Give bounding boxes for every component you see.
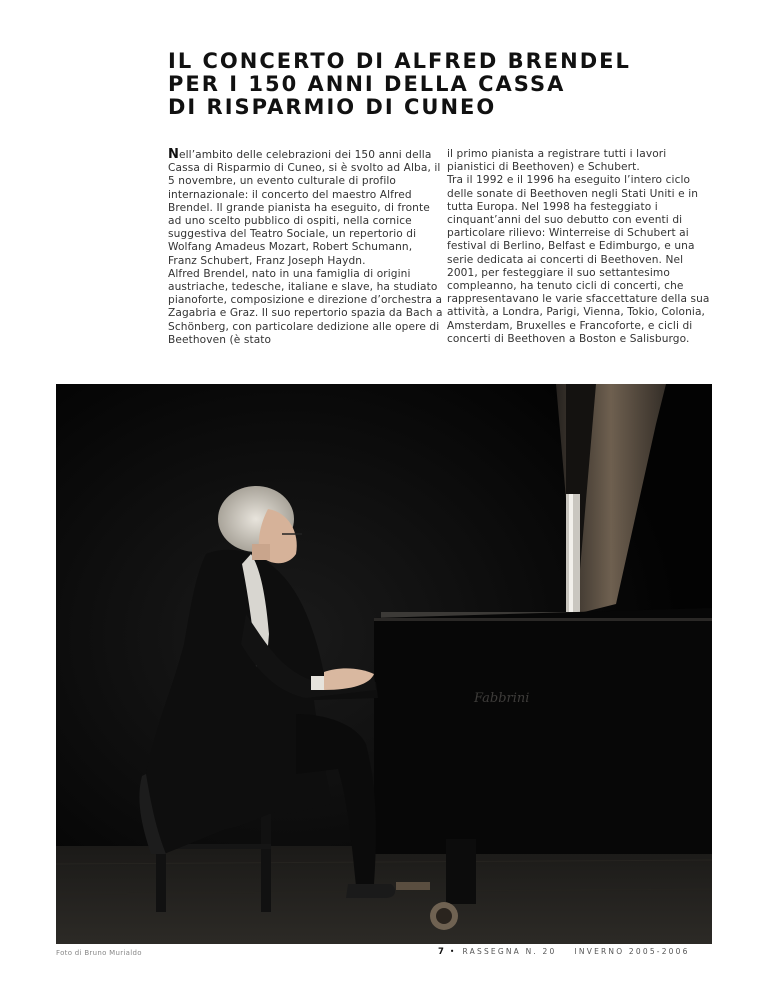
photo-credit: Foto di Bruno Murialdo — [56, 949, 142, 957]
title-line: DI RISPARMIO DI CUNEO — [168, 95, 497, 119]
paragraph: il primo pianista a registrare tutti i lavori pianistici di Beethoven) e Schubert. — [447, 148, 667, 174]
title-line: IL CONCERTO DI ALFRED BRENDEL — [168, 49, 631, 73]
bullet-separator: • — [449, 947, 457, 956]
issue-season: INVERNO 2005-2006 — [574, 947, 690, 956]
pianist-at-piano-illustration — [56, 384, 712, 944]
paragraph-text: ell’ambito delle celebrazioni dei 150 anni della Cassa di Risparmio di Cuneo, si è svolto ad Alba, il 5 novembre, un evento culturale di profilo internazionale: il concerto del maestro Alfred Brendel. Il grande pianista ha eseguito, di fronte ad uno scelto pubblico di ospiti, nella cornice suggestiva del Teatro Sociale, un repertorio di Wolfang Amadeus Mozart, Robert Schumann, Franz Schubert, Franz Joseph Haydn. — [168, 149, 441, 267]
publication-name: RASSEGNA N. 20 — [462, 947, 557, 956]
piano-brand-logo: Fabbrini — [474, 691, 530, 706]
drop-cap: N — [168, 147, 179, 162]
paragraph: Tra il 1992 e il 1996 ha eseguito l’intero ciclo delle sonate di Beethoven negli Stati Uniti e in tutta Europa. Nel 1998 ha festeggiato i cinquant’anni del suo debutto con eventi di particolare rilievo: Winterreise di Schubert ai festival di Berlino, Belfast e Edimburgo, e una serie dedicata ai concerti di Beethoven. Nel 2001, per festeggiare il suo settantesimo compleanno, ha tenuto cicli di concerti, che rappresentavano le varie sfaccettature della sua attività, a Londra, Parigi, Vienna, Tokio, Colonia, Amsterdam, Bruxelles e Francoforte, e cicli di concerti di Beethoven a Boston e Salisburgo. — [447, 174, 710, 345]
concert-photo — [56, 384, 712, 944]
article-title — [168, 50, 728, 119]
page-footer — [438, 947, 728, 957]
title-line: PER I 150 ANNI DELLA CASSA — [168, 72, 566, 96]
paragraph: Alfred Brendel, nato in una famiglia di origini austriache, tedesche, italiane e slave, ha studiato pianoforte, composizione e direzione d’orchestra a Zagabria e Graz. Il suo repertorio spazia da Bach a Schönberg, con particolare dedizione alle opere di Beethoven (è stato — [168, 267, 443, 346]
article-column-right — [447, 148, 717, 346]
paragraph — [168, 148, 443, 268]
article-column-left — [168, 148, 443, 347]
page-number: 7 — [438, 947, 444, 957]
